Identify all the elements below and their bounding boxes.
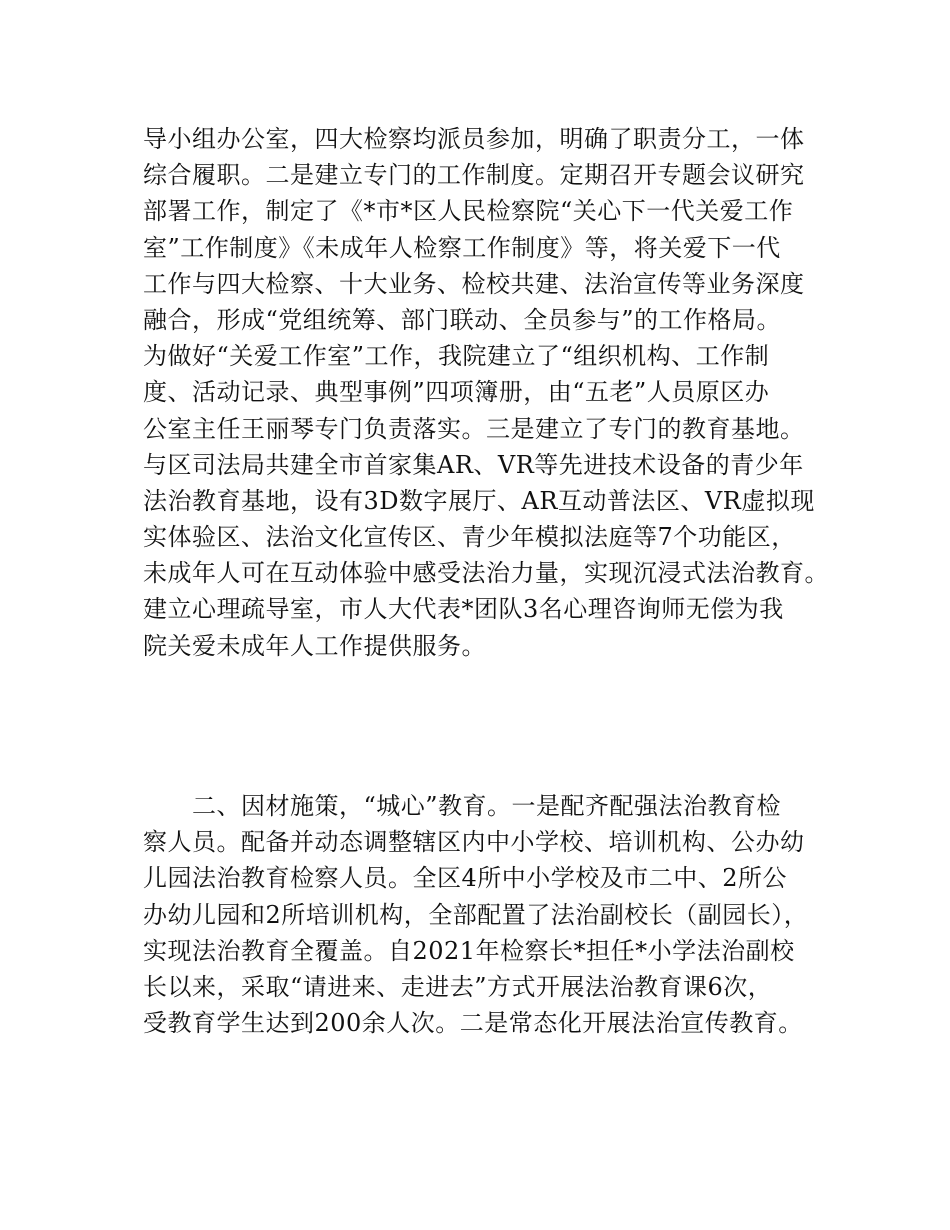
text-line: 办幼儿园和2所培训机构，全部配置了法治副校长（副园长）， [143, 900, 809, 929]
text-line: 公室主任王丽琴专门负责落实。三是建立了专门的教育基地。 [143, 414, 805, 443]
text-line: 受教育学生达到200余人次。二是常态化开展法治宣传教育。 [143, 1009, 803, 1038]
text-line: 未成年人可在互动体验中感受法治力量，实现沉浸式法治教育。 [143, 559, 829, 588]
paragraph-section-two [143, 788, 843, 1041]
text-line: 法治教育基地，设有3D数字展厅、AR互动普法区、VR虚拟现 [143, 486, 815, 515]
text-line: 导小组办公室，四大检察均派员参加，明确了职责分工，一体 [143, 125, 805, 153]
text-line: 实体验区、法治文化宣传区、青少年模拟法庭等7个功能区， [143, 523, 796, 552]
paragraph-continued [143, 121, 843, 664]
text-line: 为做好“关爱工作室”工作，我院建立了“组织机构、工作制 [143, 342, 770, 371]
text-line: 综合履职。二是建立专门的工作制度。定期召开专题会议研究 [143, 161, 805, 190]
text-line: 建立心理疏导室，市人大代表*团队3名心理咨询师无偿为我 [143, 595, 784, 624]
text-line: 院关爱未成年人工作提供服务。 [143, 631, 486, 660]
text-line: 融合，形成“党组统筹、部门联动、全员参与”的工作格局。 [143, 305, 782, 334]
text-line: 长以来，采取“请进来、走进去”方式开展法治教育课6次， [143, 972, 773, 1001]
text-line: 二、因材施策，“城心”教育。一是配齐配强法治教育检 [143, 792, 782, 820]
text-line: 察人员。配备并动态调整辖区内中小学校、培训机构、公办幼 [143, 828, 805, 857]
text-line: 部署工作，制定了《*市*区人民检察院“关心下一代关爱工作 [143, 197, 794, 226]
text-line: 实现法治教育全覆盖。自2021年检察长*担任*小学法治副校 [143, 936, 795, 965]
text-line: 室”工作制度》《未成年人检察工作制度》等，将关爱下一代 [143, 233, 781, 262]
text-line: 度、活动记录、典型事例”四项簿册，由“五老”人员原区办 [143, 378, 770, 407]
text-line: 与区司法局共建全市首家集AR、VR等先进技术设备的青少年 [143, 450, 804, 479]
text-line: 工作与四大检察、十大业务、检校共建、法治宣传等业务深度 [143, 269, 805, 298]
text-line: 儿园法治教育检察人员。全区4所中小学校及市二中、2所公 [143, 864, 788, 893]
